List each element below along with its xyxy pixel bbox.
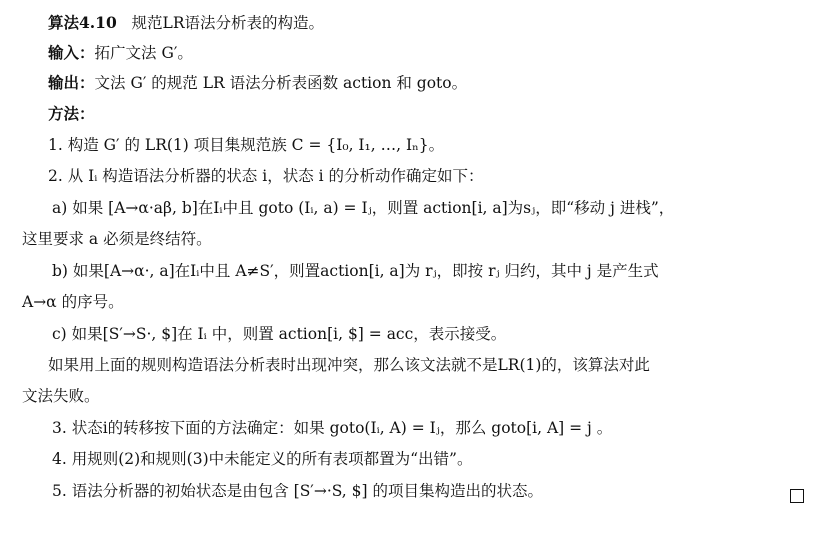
- conflict-note: 如果用上面的规则构造语法分析表时出现冲突，那么该文法就不是LR(1)的，该算法对此: [48, 356, 650, 374]
- step-2c: c) 如果[S′→S·, $]在 Iᵢ 中，则置 action[i, $] = acc，表示接受。: [52, 325, 507, 343]
- input-label: 输入：: [48, 43, 95, 62]
- algorithm-title: 规范LR语法分析表的构造。: [131, 14, 325, 32]
- step-3: 3. 状态i的转移按下面的方法确定：如果 goto(Iᵢ, A) = Iⱼ，那么 goto[i, A] = j 。: [52, 419, 613, 437]
- step-4: 4. 用规则(2)和规则(3)中未能定义的所有表项都置为“出错”。: [52, 450, 473, 468]
- step-2b-continued: A→α 的序号。: [22, 293, 124, 311]
- step-2a-continued: 这里要求 a 必须是终结符。: [22, 230, 212, 248]
- algorithm-heading: [48, 8, 821, 38]
- output-line: [48, 68, 821, 98]
- method-label: 方法：: [48, 104, 95, 123]
- step-1: 1. 构造 G′ 的 LR(1) 项目集规范族 C = {I₀, I₁, …, Iₙ}。: [48, 136, 445, 154]
- step-2a: a) 如果 [A→α·aβ, b]在Iᵢ中且 goto (Iᵢ, a) = Iⱼ，则置 action[i, a]为sⱼ，即“移动 j 进栈”，: [52, 199, 675, 217]
- step-5: 5. 语法分析器的初始状态是由包含 [S′→·S, $] 的项目集构造出的状态。: [52, 482, 543, 500]
- step-2: 2. 从 Iᵢ 构造语法分析器的状态 i，状态 i 的分析动作确定如下：: [48, 167, 484, 185]
- method-line: [48, 99, 821, 129]
- end-of-proof-square-icon: [790, 489, 804, 503]
- step-2b: b) 如果[A→α·, a]在Iᵢ中且 A≠S′，则置action[i, a]为 rⱼ，即按 rⱼ 归约，其中 j 是产生式: [52, 262, 659, 280]
- output-text: 文法 G′ 的规范 LR 语法分析表函数 action 和 goto。: [94, 74, 468, 92]
- algorithm-label: 算法4.10: [48, 13, 117, 32]
- input-text: 拓广文法 G′。: [94, 44, 193, 62]
- conflict-note-continued: 文法失败。: [22, 387, 100, 405]
- output-label: 输出：: [48, 73, 95, 92]
- input-line: [48, 38, 821, 68]
